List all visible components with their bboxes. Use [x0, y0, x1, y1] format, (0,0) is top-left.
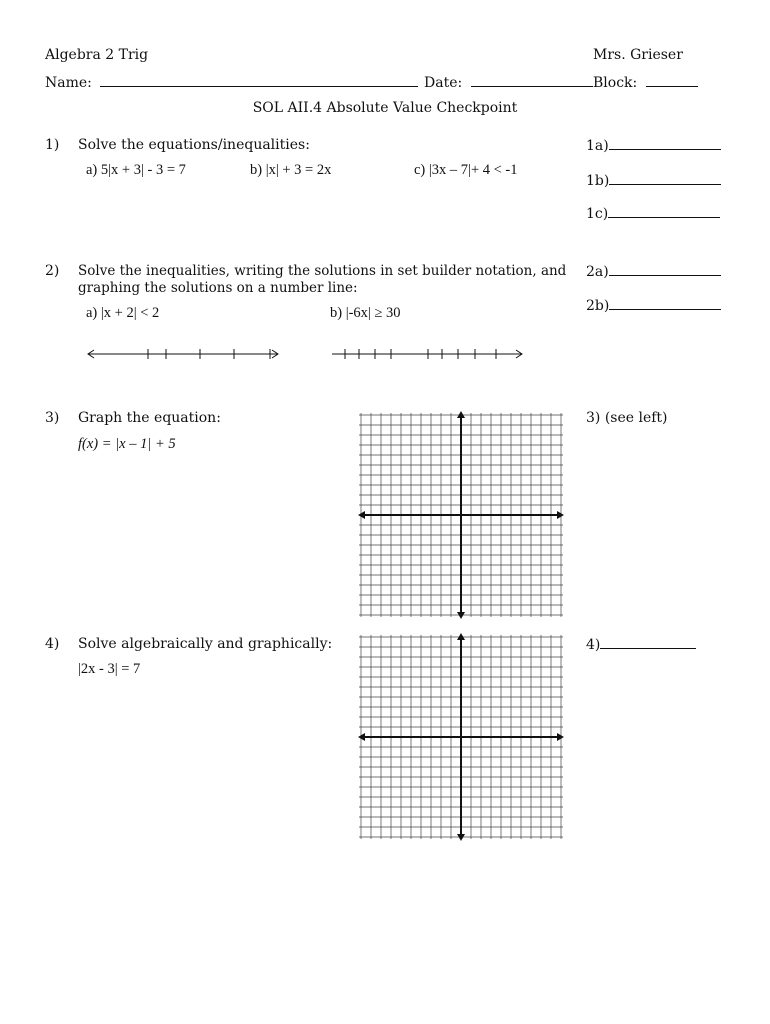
course-title: Algebra 2 Trig — [45, 47, 149, 63]
q1-part-c: c) |3x – 7|+ 4 < -1 — [414, 162, 518, 178]
date-field[interactable] — [471, 74, 593, 87]
answer-1a-label: 1a) — [586, 138, 609, 154]
answer-2b-label: 2b) — [586, 298, 610, 314]
teacher-name: Mrs. Grieser — [593, 47, 683, 63]
q4-equation: |2x - 3| = 7 — [78, 661, 141, 677]
q3-number: 3) — [45, 410, 60, 426]
block-field[interactable] — [646, 74, 698, 87]
answer-2b[interactable] — [586, 297, 721, 314]
name-row — [45, 74, 418, 91]
date-label: Date: — [424, 75, 463, 91]
number-line-b[interactable] — [330, 344, 530, 364]
q2-part-b: b) |-6x| ≥ 30 — [330, 305, 401, 321]
q3-equation: f(x) = |x – 1| + 5 — [78, 436, 176, 452]
x-axis-left-arrow — [358, 511, 365, 519]
answer-3: 3) (see left) — [586, 410, 668, 426]
q1-prompt: Solve the equations/inequalities: — [78, 137, 310, 153]
q4-coordinate-grid[interactable] — [360, 634, 562, 840]
q2-number: 2) — [45, 263, 60, 279]
answer-1c-line[interactable] — [608, 205, 720, 218]
q2-prompt-line2: graphing the solutions on a number line: — [78, 280, 358, 296]
q1-part-b: b) |x| + 3 = 2x — [250, 162, 332, 178]
name-field[interactable] — [100, 74, 418, 87]
q4-prompt: Solve algebraically and graphically: — [78, 636, 333, 652]
date-row — [424, 74, 593, 91]
page-title: SOL AII.4 Absolute Value Checkpoint — [252, 100, 518, 116]
answer-2a[interactable] — [586, 263, 721, 280]
block-row — [593, 74, 698, 91]
answer-4[interactable] — [586, 636, 696, 653]
q3-prompt: Graph the equation: — [78, 410, 221, 426]
answer-1c[interactable] — [586, 205, 720, 222]
block-label: Block: — [593, 75, 638, 91]
answer-4-line[interactable] — [600, 636, 696, 649]
x-axis-right-arrow — [557, 511, 564, 519]
q1-number: 1) — [45, 137, 60, 153]
answer-1b-label: 1b) — [586, 173, 610, 189]
q3-coordinate-grid[interactable] — [360, 412, 562, 618]
answer-1b[interactable] — [586, 172, 721, 189]
answer-1a[interactable] — [586, 137, 721, 154]
number-line-a[interactable] — [86, 344, 286, 364]
answer-1c-label: 1c) — [586, 206, 609, 222]
q1-part-a: a) 5|x + 3| - 3 = 7 — [86, 162, 186, 178]
q2-part-a: a) |x + 2| < 2 — [86, 305, 160, 321]
x-axis-right-arrow — [557, 733, 564, 741]
y-axis-bottom-arrow — [457, 612, 465, 619]
y-axis-top-arrow — [457, 633, 465, 640]
q4-number: 4) — [45, 636, 60, 652]
answer-1b-line[interactable] — [609, 172, 721, 185]
y-axis-bottom-arrow — [457, 834, 465, 841]
answer-4-label: 4) — [586, 637, 601, 653]
y-axis-top-arrow — [457, 411, 465, 418]
answer-2a-label: 2a) — [586, 264, 609, 280]
name-label: Name: — [45, 75, 92, 91]
q2-prompt-line1: Solve the inequalities, writing the solutions in set builder notation, and — [78, 263, 567, 279]
answer-1a-line[interactable] — [609, 137, 721, 150]
answer-2b-line[interactable] — [609, 297, 721, 310]
x-axis-left-arrow — [358, 733, 365, 741]
answer-2a-line[interactable] — [609, 263, 721, 276]
